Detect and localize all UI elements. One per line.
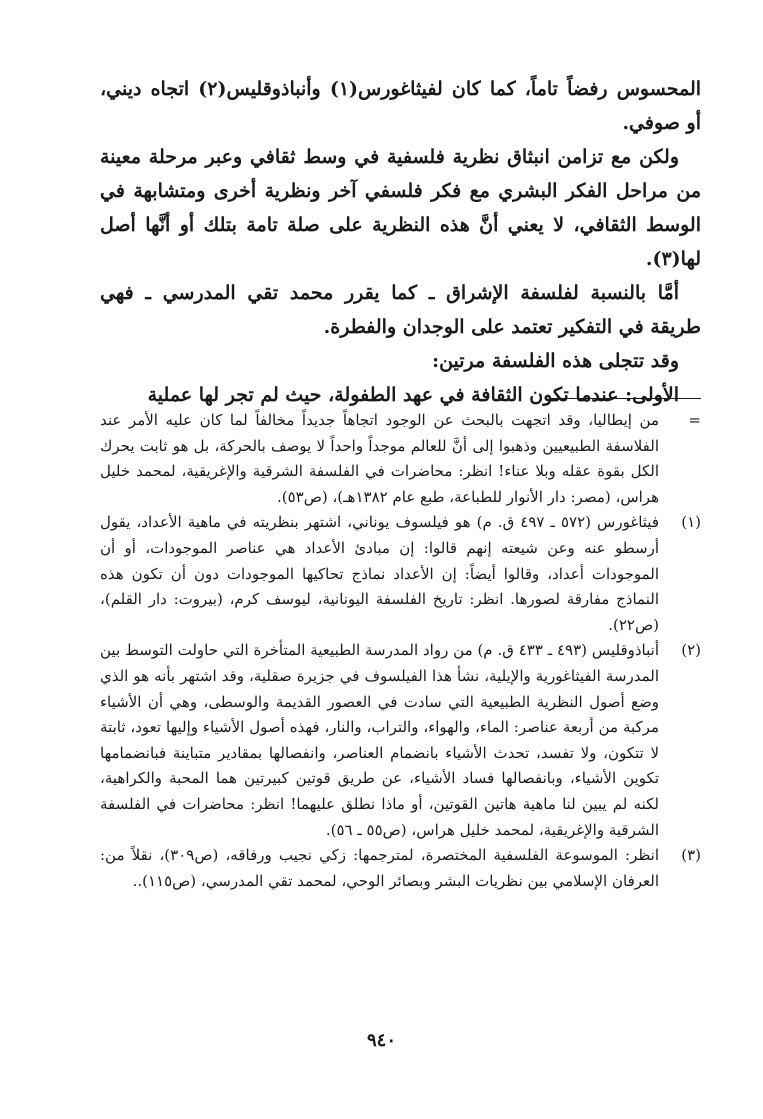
footnote-1 — [100, 510, 701, 638]
paragraph-5 — [100, 378, 701, 412]
paragraph-3: أمَّا بالنسبة لفلسفة الإشراق ـ كما يقرر محمد تقي المدرسي ـ فهي طريقة في التفكير تعتمد على الوجدان والفطرة. — [100, 282, 701, 338]
footnote-continuation — [100, 408, 701, 510]
footnote-mark: (٣) — [681, 846, 701, 865]
footnote-text: أنباذوقليس (٤٩٣ ـ ٤٣٣ ق. م) من رواد المدرسة الطبيعية المتأخرة التي حاولت التوسط بين المدرسة الفيثاغورية والإيلية، نشأ هذا الفيلسوف في جزيرة صقلية، وقد اشتهر بأنه هو الذي وضع أصول النظرية الطبيعية التي سادت في العصور القديمة والوسطى، وهي أن الأشياء مركبة من أربعة عناصر: الماء، والهواء، والتراب، والنار، فهذه أصول الأشياء وإليها تعود، ثابتة لا تتكون، ولا تفسد، تحدث الأشياء بانضمام العناصر، وانفصالها بمقادير متباينة فبانضمامها تكوين الأشياء، وبانفصالها فساد الأشياء، عن طريق قوتين كبيرتين هما المحبة والكراهية، لكنه لم يبين لنا ماهية هاتين القوتين، أو ماذا نطلق عليهما! انظر: محاضرات في الفلسفة الشرقية والإغريقية، لمحمد خليل هراس، (ص٥٥ ـ ٥٦). — [100, 641, 659, 839]
footnote-text: من إيطاليا، وقد اتجهت بالبحث عن الوجود اتجاهاً جديداً مخالفاً لما كان عليه الأمر عند الفلاسفة الطبيعيين وذهبوا إلى أنَّ للعالم موجداً واحداً لا يوصف بالحركة، بل هو ثابت يحرك الكل بقوة عقله وبلا عناء! انظر: محاضرات في الفلسفة الشرقية والإغريقية، لمحمد خليل هراس، (مصر: دار الأنوار للطباعة، طبع عام ١٣٨٢هـ)، (ص٥٣). — [100, 411, 659, 506]
paragraph-4: وقد تتجلى هذه الفلسفة مرتين: — [432, 350, 679, 372]
footnote-divider — [551, 398, 701, 399]
paragraph-1: المحسوس رفضاً تاماً، كما كان لفيثاغورس(١) وأنباذوقليس(٢) اتجاه ديني، أو صوفي. — [100, 78, 702, 134]
footnote-2 — [100, 638, 701, 843]
paragraph-5-label: الأولى: — [625, 384, 679, 406]
paragraph-5-text: عندما تكون الثقافة في عهد الطفولة، حيث لم تجر لها عملية — [147, 384, 619, 406]
paragraph-2: ولكن مع تزامن انبثاق نظرية فلسفية في وسط ثقافي وعبر مرحلة معينة من مراحل الفكر البشري مع فكر فلسفي آخر ونظرية أخرى ومتشابهة في الوسط الثقافي، لا يعني أنَّ هذه النظرية على صلة تامة بتلك أو أنَّها أصل لها(٣). — [100, 146, 701, 270]
footnote-mark: (١) — [681, 513, 701, 532]
footnote-text: فيثاغورس (٥٧٢ ـ ٤٩٧ ق. م) هو فيلسوف يوناني، اشتهر بنظريته في ماهية الأعداد، يقول أرسطو عنه وعن شيعته إنهم قالوا: إن مبادئ الأعداد هي عناصر الموجودات، أو أن الموجودات أعداد، وقالوا أيضاً: إن الأعداد نماذج تحاكيها الموجودات دون أن تكون هذه النماذج مفارقة لصورها. انظر: تاريخ الفلسفة اليونانية، ليوسف كرم، (بيروت: دار القلم)، (ص٢٢). — [100, 513, 659, 634]
footnote-mark: (٢) — [681, 641, 701, 660]
main-text — [100, 72, 701, 412]
footnote-text: انظر: الموسوعة الفلسفية المختصرة، لمترجمها: زكي نجيب ورفاقه، (ص٣٠٩)، نقلاً من: العرفان الإسلامي بين نظريات البشر وبصائر الوحي، لمحمد تقي المدرسي، (ص١١٥).. — [100, 846, 659, 890]
footnote-3 — [100, 843, 701, 894]
page-number: ٩٤٠ — [366, 1030, 396, 1051]
footnote-mark: = — [688, 411, 701, 429]
footnotes — [100, 408, 701, 894]
